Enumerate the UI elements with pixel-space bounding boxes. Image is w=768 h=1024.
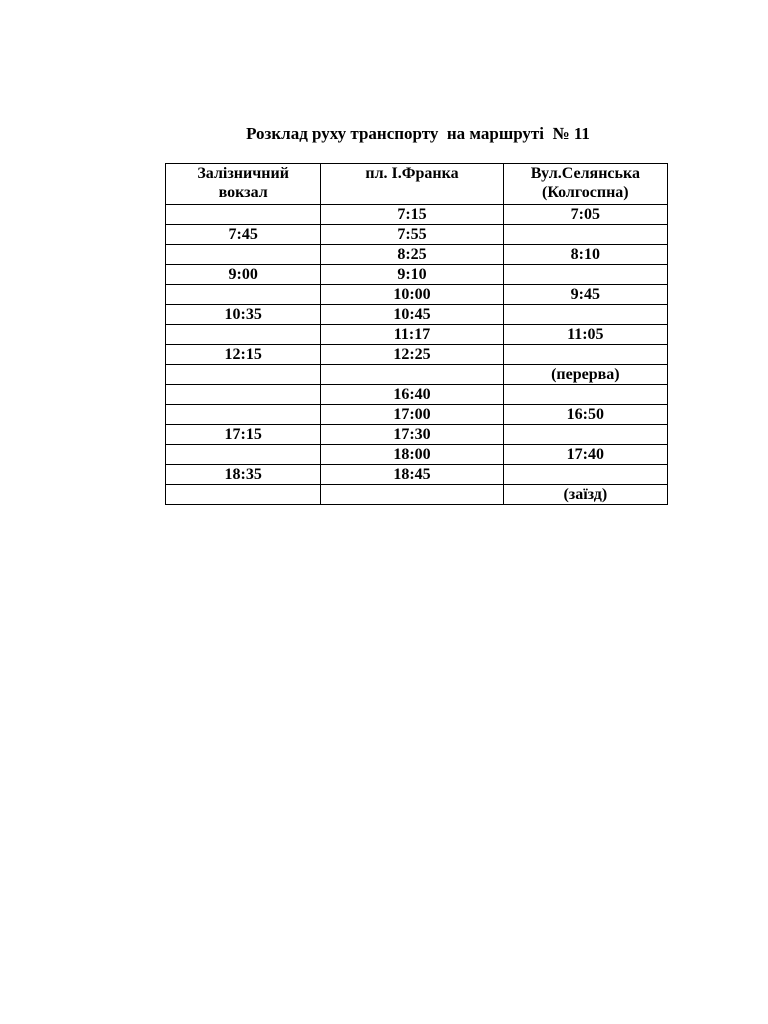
header-line: Залізничний (197, 165, 289, 182)
header-line: пл. І.Франка (365, 165, 459, 182)
table-row (166, 265, 668, 285)
table-cell (166, 365, 321, 385)
table-cell: 17:30 (321, 425, 503, 445)
table-cell: 18:45 (321, 465, 503, 485)
table-cell: 17:15 (166, 425, 321, 445)
table-cell (166, 445, 321, 465)
table-cell (166, 385, 321, 405)
table-cell: 9:10 (321, 265, 503, 285)
table-cell (503, 305, 667, 325)
table-cell: 7:55 (321, 225, 503, 245)
table-row (166, 445, 668, 465)
table-cell (503, 425, 667, 445)
table-row (166, 285, 668, 305)
table-cell: 7:05 (503, 205, 667, 225)
table-cell: 17:40 (503, 445, 667, 465)
table-cell (503, 465, 667, 485)
table-cell (503, 225, 667, 245)
table-row (166, 245, 668, 265)
table-cell: 16:40 (321, 385, 503, 405)
table-cell: 11:05 (503, 325, 667, 345)
table-cell: 17:00 (321, 405, 503, 425)
table-cell (166, 285, 321, 305)
table-cell: 12:25 (321, 345, 503, 365)
schedule-table (165, 163, 668, 505)
table-cell (503, 385, 667, 405)
table-cell: 10:45 (321, 305, 503, 325)
table-cell (166, 485, 321, 505)
table-cell (503, 265, 667, 285)
table-row (166, 345, 668, 365)
table-cell: 9:45 (503, 285, 667, 305)
table-header-row (166, 164, 668, 205)
table-cell (166, 405, 321, 425)
table-cell: 8:10 (503, 245, 667, 265)
page-title: Розклад руху транспорту на маршруті № 11 (246, 124, 590, 143)
table-cell (321, 485, 503, 505)
table-cell: 8:25 (321, 245, 503, 265)
table-cell: 12:15 (166, 345, 321, 365)
table-row (166, 465, 668, 485)
header-line: вокзал (218, 184, 268, 201)
table-cell: 10:35 (166, 305, 321, 325)
header-selianska-street (503, 164, 667, 205)
table-row (166, 225, 668, 245)
table-cell: 11:17 (321, 325, 503, 345)
table-cell: 9:00 (166, 265, 321, 285)
table-cell: (заїзд) (503, 485, 667, 505)
table-cell: 10:00 (321, 285, 503, 305)
table-cell: 7:45 (166, 225, 321, 245)
table-cell: 18:00 (321, 445, 503, 465)
table-row (166, 365, 668, 385)
table-cell (321, 365, 503, 385)
table-cell: 18:35 (166, 465, 321, 485)
table-cell (166, 205, 321, 225)
table-cell (166, 325, 321, 345)
table-row (166, 485, 668, 505)
table-cell (503, 345, 667, 365)
header-line: Вул.Селянська (530, 165, 640, 182)
table-row (166, 425, 668, 445)
header-railway-station (166, 164, 321, 205)
table-cell: 16:50 (503, 405, 667, 425)
table-cell: (перерва) (503, 365, 667, 385)
table-cell (166, 245, 321, 265)
header-line: (Колгоспна) (542, 184, 629, 201)
table-cell: 7:15 (321, 205, 503, 225)
header-franko-square (321, 164, 503, 205)
table-row (166, 385, 668, 405)
table-row (166, 405, 668, 425)
table-body (166, 205, 668, 505)
table-row (166, 325, 668, 345)
table-row (166, 205, 668, 225)
table-row (166, 305, 668, 325)
